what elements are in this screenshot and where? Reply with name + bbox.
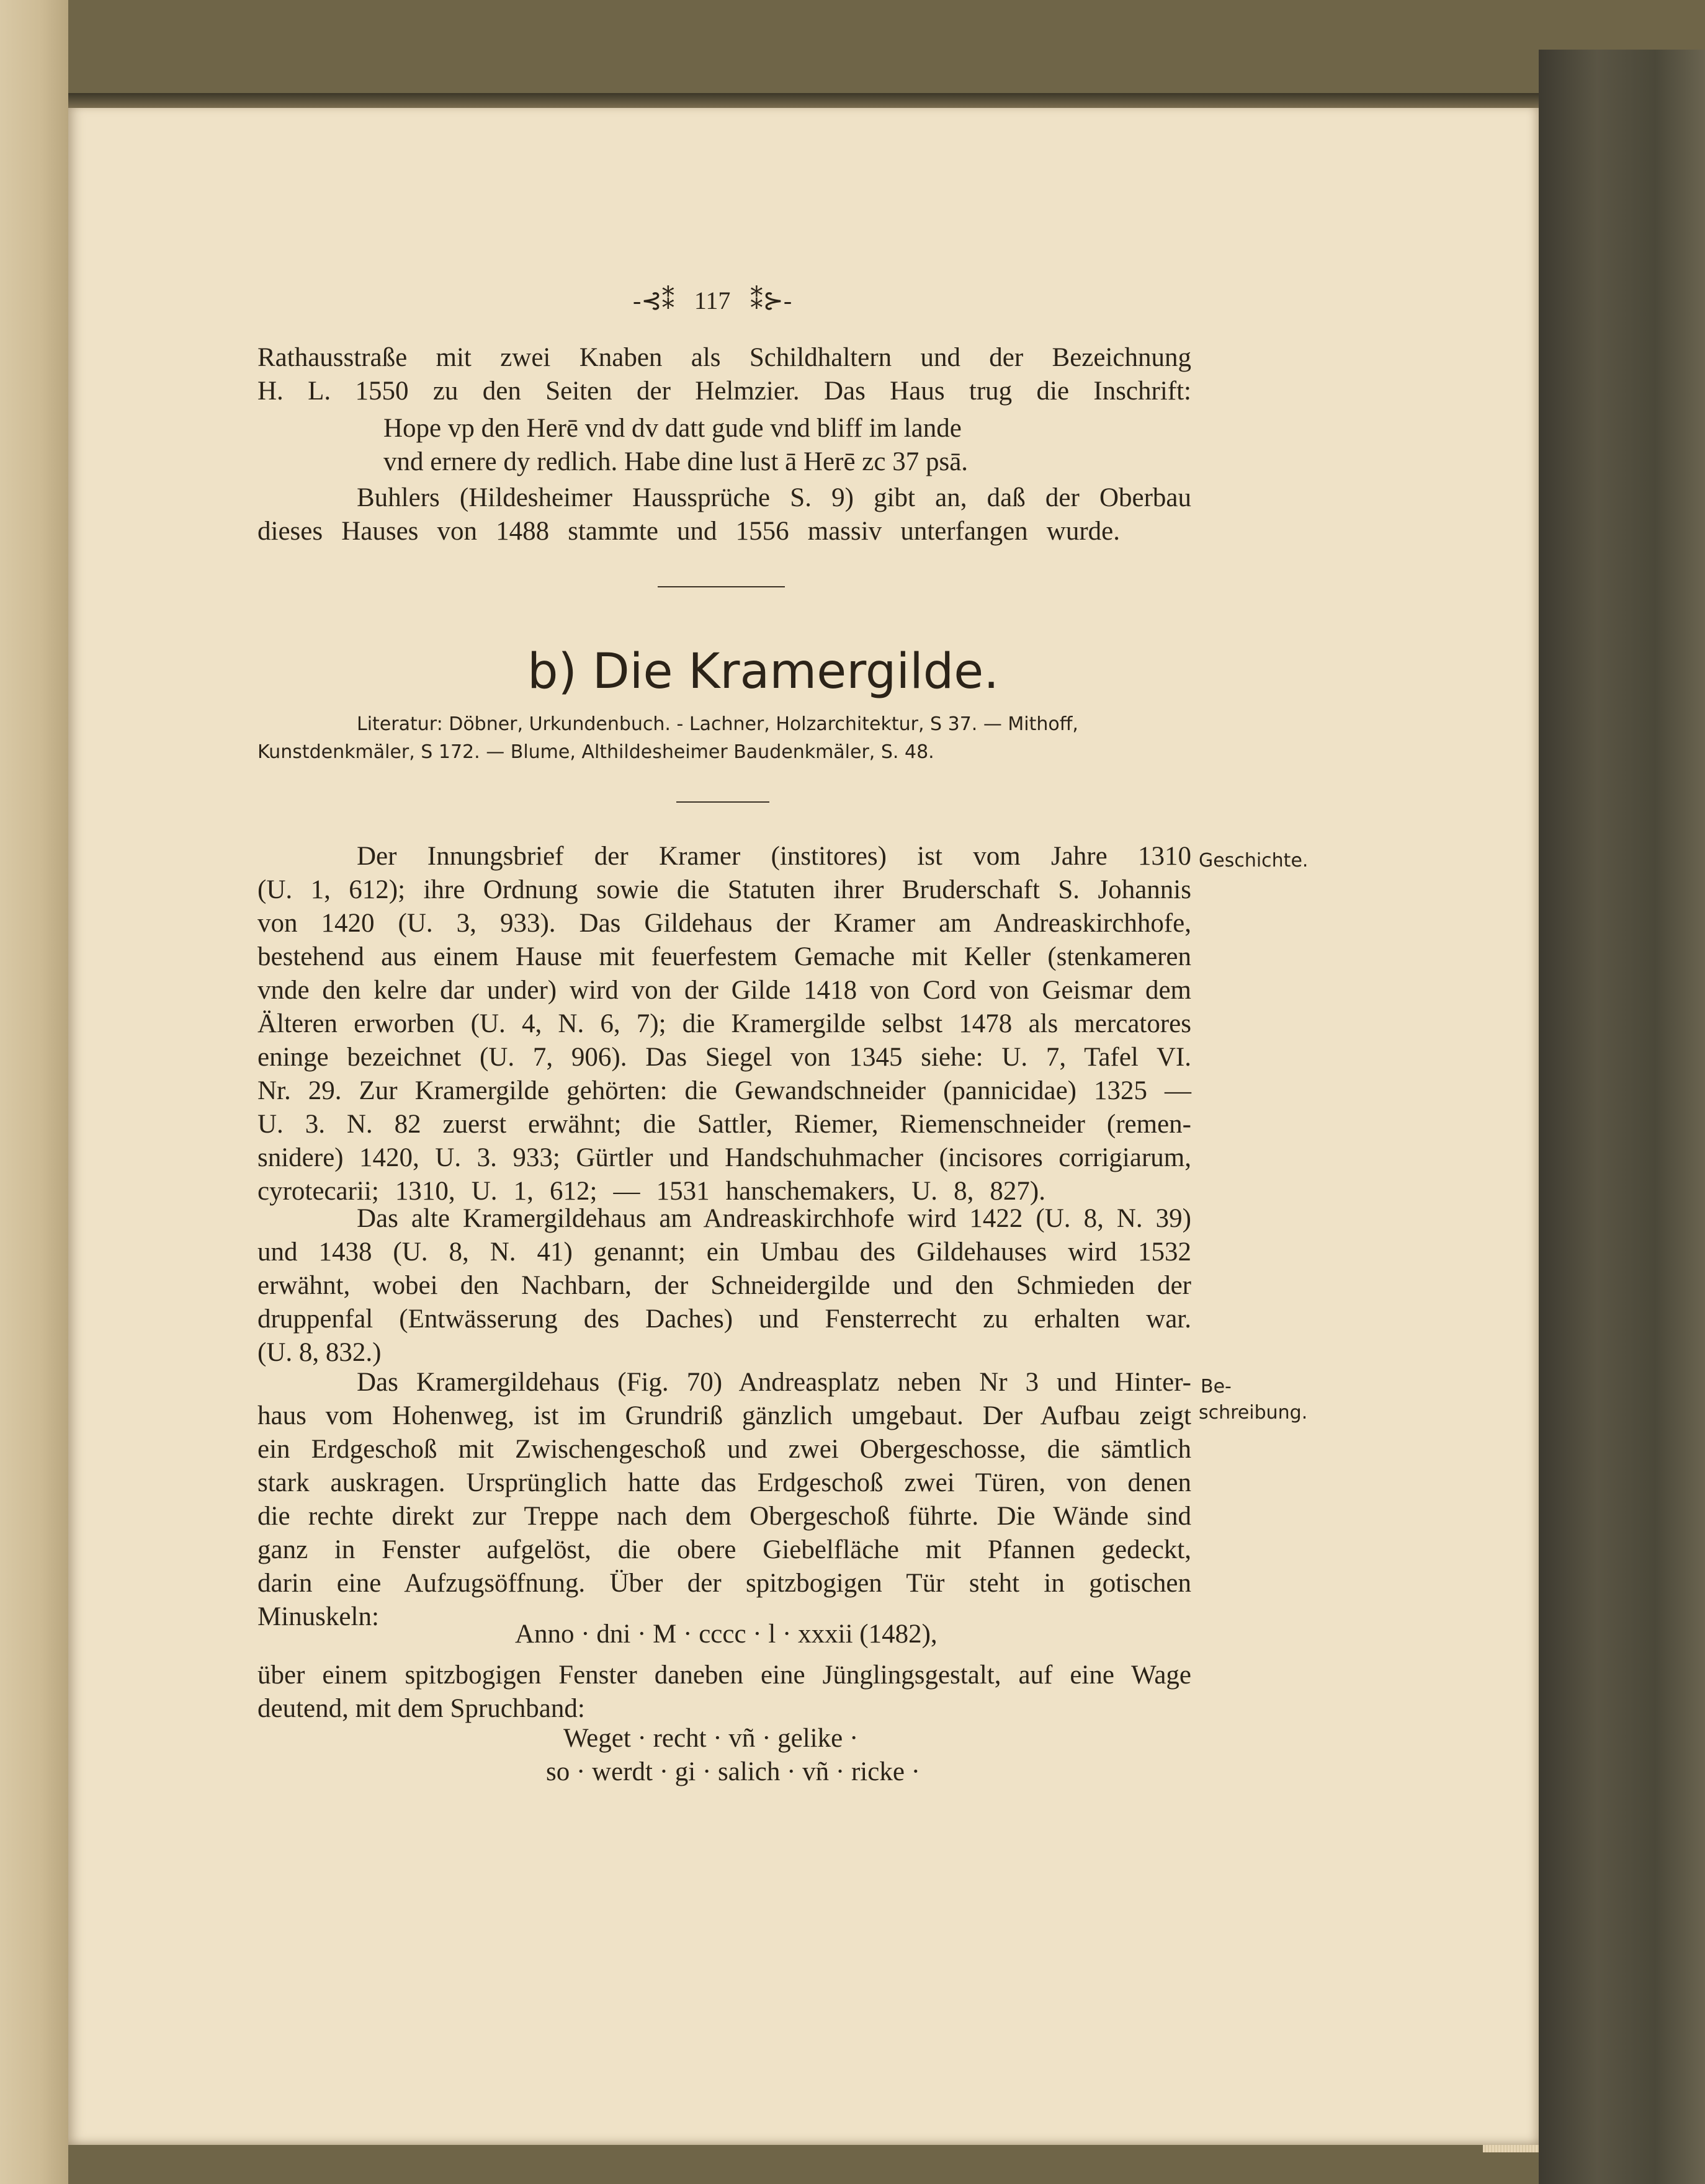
buhlers-paragraph — [257, 483, 1191, 550]
anno-inscription: Anno · dni · M · cccc · l · xxxii (1482), — [515, 1620, 938, 1649]
text-line: snidere) 1420, U. 3. 933; Gürtler und Handschuhmacher (incisores corrigiarum, — [257, 1143, 1191, 1172]
text-line: dieses Hauses von 1488 stammte und 1556 massiv unterfangen wurde. — [257, 517, 1120, 546]
text-line: deutend, mit dem Spruchband: — [257, 1694, 585, 1723]
text-line: eninge bezeichnet (U. 7, 906). Das Siegel von 1345 siehe: U. 7, Tafel VI. — [257, 1043, 1191, 1072]
book-cover-right — [1539, 50, 1705, 2184]
text-line: Rathausstraße mit zwei Knaben als Schildhaltern und der Bezeichnung — [257, 343, 1191, 372]
text-line: Minuskeln: — [257, 1602, 379, 1631]
text-line: (U. 8, 832.) — [257, 1338, 382, 1367]
text-line: ein Erdgeschoß mit Zwischengeschoß und zwei Obergeschosse, die sämtlich — [257, 1435, 1191, 1464]
literature-line: Kunstdenkmäler, S 172. — Blume, Althildesheimer Baudenkmäler, S. 48. — [257, 741, 934, 763]
spruchband — [546, 1722, 920, 1789]
margin-note-beschreibung-1: Be- — [1201, 1376, 1232, 1397]
page-header — [633, 284, 792, 318]
section-heading: b) Die Kramergilde. — [527, 644, 1000, 700]
spruch-line: so · werdt · gi · salich · vñ · ricke · — [546, 1757, 920, 1786]
text-line: haus vom Hohenweg, ist im Grundriß gänzlich umgebaut. Der Aufbau zeigt — [257, 1401, 1191, 1430]
text-line: stark auskragen. Ursprünglich hatte das Erdgeschoß zwei Türen, von denen — [257, 1468, 1191, 1497]
paragraph-old-house — [257, 1203, 1191, 1371]
paragraph-window — [257, 1660, 1191, 1727]
text-line: Das Kramergildehaus (Fig. 70) Andreasplatz neben Nr 3 und Hinter- — [357, 1368, 1191, 1397]
text-line: ganz in Fenster aufgelöst, die obere Giebelfläche mit Pfannen gedeckt, — [257, 1535, 1191, 1564]
text-line: die rechte direkt zur Treppe nach dem Obergeschoß führte. Die Wände sind — [257, 1502, 1191, 1531]
text-line: erwähnt, wobei den Nachbarn, der Schneidergilde und den Schmieden der — [257, 1271, 1191, 1300]
inscription-block — [383, 412, 968, 479]
left-page-edge — [0, 0, 68, 2184]
page-number: 117 — [694, 287, 731, 314]
text-line: Nr. 29. Zur Kramergilde gehörten: die Gewandschneider (pannicidae) 1325 — — [257, 1076, 1191, 1105]
text-line: bestehend aus einem Hause mit feuerfestem Gemache mit Keller (stenkameren — [257, 942, 1191, 971]
text-line: (U. 1, 612); ihre Ordnung sowie die Statuten ihrer Bruderschaft S. Johannis — [257, 875, 1191, 904]
text-line: cyrotecarii; 1310, U. 1, 612; — 1531 hanschemakers, U. 8, 827). — [257, 1177, 1045, 1206]
text-line: über einem spitzbogigen Fenster daneben eine Jünglingsgestalt, auf eine Wage — [257, 1660, 1191, 1690]
paragraph-description — [257, 1367, 1191, 1635]
ornament-left: -⊰⁑ — [633, 287, 674, 314]
section-divider — [676, 801, 769, 803]
margin-note-beschreibung-2: schreibung. — [1199, 1402, 1308, 1424]
inscription-line: vnd ernere dy redlich. Habe dine lust ā Herē zc 37 psā. — [383, 447, 969, 476]
inscription-line: Hope vp den Herē vnd dv datt gude vnd bliff im lande — [383, 414, 962, 443]
literature-line: Literatur: Döbner, Urkundenbuch. - Lachner, Holzarchitektur, S 37. — Mithoff, — [357, 713, 1078, 735]
text-line: darin eine Aufzugsöffnung. Über der spitzbogigen Tür steht in gotischen — [257, 1569, 1191, 1598]
text-line: Buhlers (Hildesheimer Haussprüche S. 9) gibt an, daß der Oberbau — [357, 483, 1191, 512]
text-line: druppenfal (Entwässerung des Daches) und Fensterrecht zu erhalten war. — [257, 1304, 1191, 1334]
section-divider — [658, 586, 785, 587]
ornament-right: ⁑⊱- — [750, 287, 792, 314]
margin-note-geschichte: Geschichte. — [1199, 850, 1309, 871]
book-top-edge — [68, 93, 1539, 108]
text-line: Das alte Kramergildehaus am Andreaskirchhofe wird 1422 (U. 8, N. 39) — [357, 1204, 1191, 1233]
spruch-line: Weget · recht · vñ · gelike · — [563, 1724, 859, 1753]
text-line: und 1438 (U. 8, N. 41) genannt; ein Umbau des Gildehauses wird 1532 — [257, 1237, 1191, 1267]
text-line: H. L. 1550 zu den Seiten der Helmzier. Das Haus trug die Inschrift: — [257, 377, 1191, 406]
text-line: Älteren erworben (U. 4, N. 6, 7); die Kramergilde selbst 1478 als mercatores — [257, 1009, 1191, 1038]
text-line: U. 3. N. 82 zuerst erwähnt; die Sattler, Riemer, Riemenschneider (remen- — [257, 1110, 1191, 1139]
intro-paragraph — [257, 342, 1191, 409]
text-line: vnde den kelre dar under) wird von der Gilde 1418 von Cord von Geismar dem — [257, 976, 1191, 1005]
text-line: von 1420 (U. 3, 933). Das Gildehaus der Kramer am Andreaskirchhofe, — [257, 909, 1191, 938]
literature-block — [257, 713, 1201, 763]
text-line: Der Innungsbrief der Kramer (institores) ist vom Jahre 1310 — [357, 842, 1191, 871]
paragraph-history — [257, 841, 1191, 1210]
